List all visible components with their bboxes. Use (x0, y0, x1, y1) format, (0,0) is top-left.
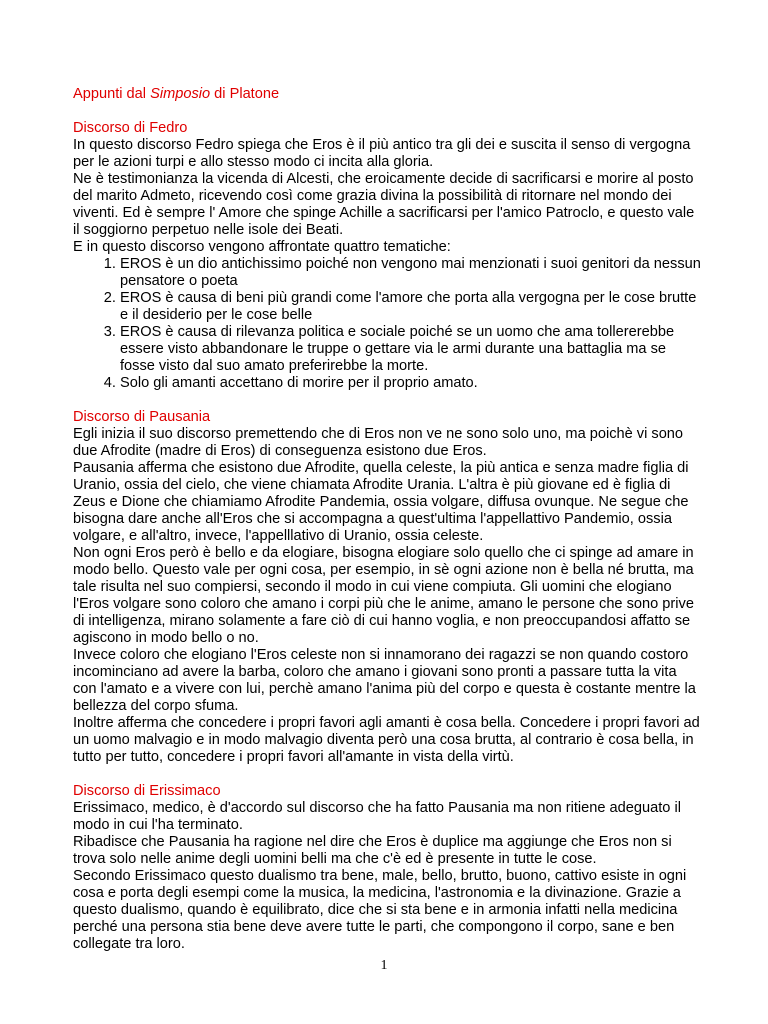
paragraph: Ribadisce che Pausania ha ragione nel dire che Eros è duplice ma aggiunge che Eros non si trova solo nelle anime degli uomini belli ma che c'è ed è presente in tutte le cose. (73, 834, 672, 867)
paragraph: Ne è testimonianza la vicenda di Alcesti, che eroicamente decide di sacrificarsi e morire al posto del marito Admeto, ricevendo così come grazia divina la possibilità di ritornare nel mondo dei viventi. Ed è sempre l' Amore che spinge Achille a sacrificarsi per l'amico Patroclo, e questo vale il soggiorno perpetuo nelle isole dei Beati. (73, 171, 695, 238)
paragraph: Inoltre afferma che concedere i propri favori agli amanti è cosa bella. Concedere i propri favori ad un uomo malvagio e in modo malvagio diventa però una cosa brutta, al contrario è cosa bella, in tutto per tutto, concedere i propri favori all'amante in vista della virtù. (73, 715, 700, 765)
page-number: 1 (380, 958, 388, 973)
paragraph: Egli inizia il suo discorso premettendo che di Eros non ve ne sono solo uno, ma poichè vi sono due Afrodite (madre di Eros) di conseguenza esistono due Eros. (73, 426, 684, 459)
list-item: 2. EROS è causa di beni più grandi come l'amore che porta alla vergogna per le cose brutte e il desiderio per le cose belle (120, 290, 703, 324)
paragraph: Non ogni Eros però è bello e da elogiare, bisogna elogiare solo quello che ci spinge ad amare in modo bello. Questo vale per ogni cosa, per esempio, in sè ogni azione non è bella né brutta, ma tale risulta nel suo compiersi, secondo il modo in cui viene compiuta. Gli uomini che elogiano l'Eros volgare sono coloro che amano i corpi più che le anime, amano le persone che sono prive di intelligenza, mirano solamente a fare ciò di cui hanno voglia, e non preoccupandosi affatto se agiscono in modo bello o no. (73, 545, 694, 646)
section-fedro (73, 120, 703, 392)
list-item: 3. EROS è causa di rilevanza politica e sociale poiché se un uomo che ama tollererebbe essere visto abbandonare le truppe o gettare via le armi durante una battaglia ma se fosse visto dal suo amato preferirebbe la morte. (120, 324, 703, 375)
section-heading: Discorso di Erissimaco (73, 783, 221, 799)
section-pausania (73, 409, 703, 766)
document-page (73, 86, 703, 970)
list-item: 4. Solo gli amanti accettano di morire per il proprio amato. (120, 375, 703, 392)
section-heading: Discorso di Fedro (73, 120, 188, 136)
paragraph: Erissimaco, medico, è d'accordo sul discorso che ha fatto Pausania ma non ritiene adeguato il modo in cui l'ha terminato. (73, 800, 681, 833)
paragraph: Secondo Erissimaco questo dualismo tra bene, male, bello, brutto, buono, cattivo esiste in ogni cosa e porta degli esempi come la musica, la medicina, l'astronomia e la divinazione. Grazie a questo dualismo, quando è equilibrato, dice che si sta bene e in armonia infatti nella medicina perché una persona stia bene deve avere tutte le parti, che compongono il corpo, sane e ben collegate tra loro. (73, 868, 687, 952)
numbered-list (73, 256, 703, 392)
paragraph: Invece coloro che elogiano l'Eros celeste non si innamorano dei ragazzi se non quando costoro incominciano ad avere la barba, coloro che amano i giovani sono pronti a passare tutta la vita con l'amato e a vivere con lui, perchè amano l'anima più del corpo e questa è costante mentre la bellezza del corpo sfuma. (73, 647, 696, 714)
list-item: 1. EROS è un dio antichissimo poiché non vengono mai menzionati i suoi genitori da nessun pensatore o poeta (120, 256, 703, 290)
document-title (73, 86, 703, 103)
title-pre: Appunti dal (73, 86, 151, 102)
paragraph: E in questo discorso vengono affrontate quattro tematiche: (73, 239, 451, 255)
title-italic: Simposio (150, 86, 211, 102)
paragraph: Pausania afferma che esistono due Afrodite, quella celeste, la più antica e senza madre figlia di Uranio, ossia del cielo, che viene chiamata Afrodite Urania. L'altra è più giovane ed è figlia di Zeus e Dione che chiamiamo Afrodite Pandemia, ossia volgare, diffusa ovunque. Ne segue che bisogna dare anche all'Eros che si accompagna a quest'ultima l'appellattivo Pandemio, ossia volgare, e all'altro, invece, l'appelllativo di Uranio, ossia celeste. (73, 460, 689, 544)
paragraph: In questo discorso Fedro spiega che Eros è il più antico tra gli dei e suscita il senso di vergogna per le azioni turpi e allo stesso modo ci incita alla gloria. (73, 137, 691, 170)
title-post: di Platone (210, 86, 280, 102)
section-erissimaco (73, 783, 703, 953)
section-heading: Discorso di Pausania (73, 409, 211, 425)
